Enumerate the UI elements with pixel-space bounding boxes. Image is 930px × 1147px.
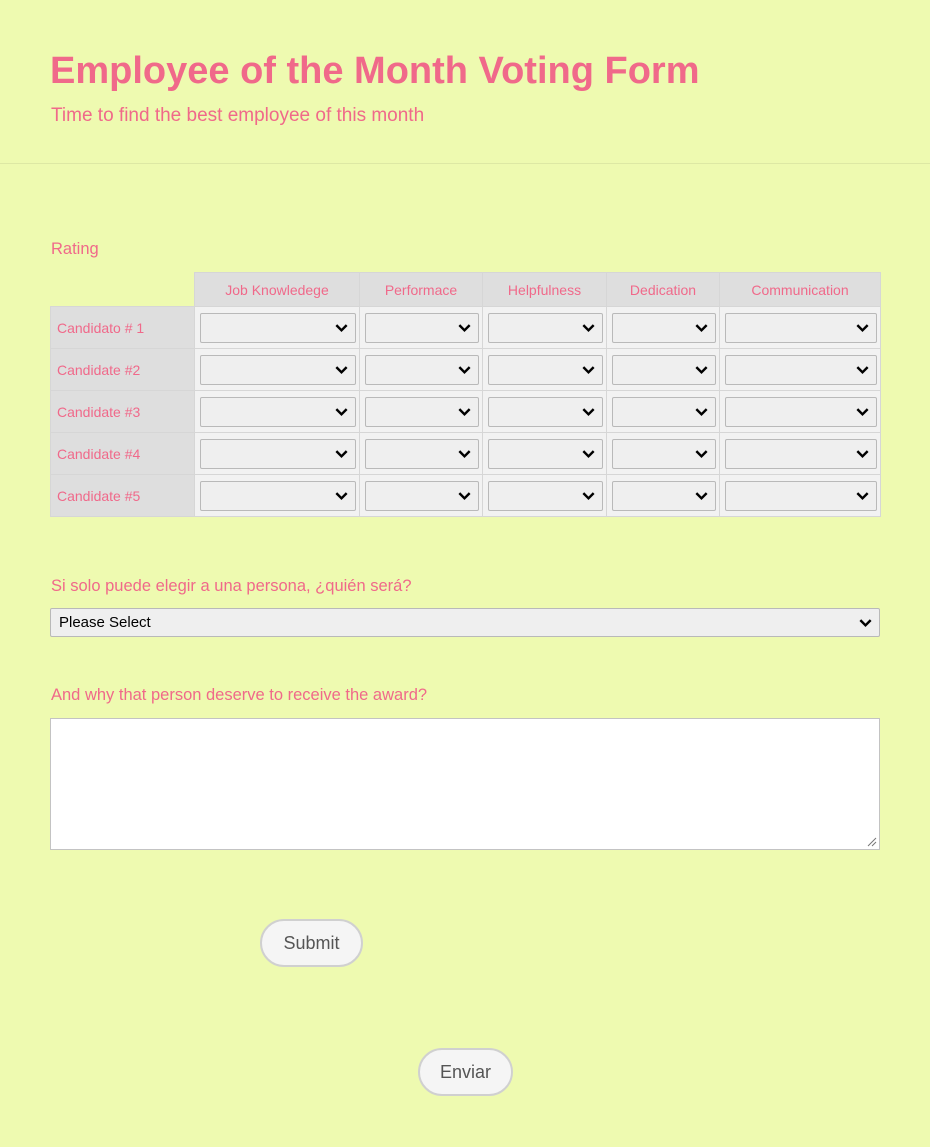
chevron-down-icon: [694, 404, 709, 419]
chevron-down-icon: [334, 446, 349, 461]
chevron-down-icon: [334, 362, 349, 377]
matrix-cell: [607, 391, 720, 433]
matrix-cell: [607, 433, 720, 475]
matrix-cell: [195, 349, 360, 391]
row-header: Candidate #3: [51, 391, 195, 433]
rating-dropdown[interactable]: [612, 397, 716, 427]
chevron-down-icon: [334, 488, 349, 503]
table-row: [51, 307, 881, 349]
chevron-down-icon: [855, 320, 870, 335]
rating-dropdown[interactable]: [488, 481, 603, 511]
column-header: Job Knowledege: [195, 273, 360, 307]
matrix-cell: [195, 391, 360, 433]
matrix-cell: [360, 307, 483, 349]
column-header: Helpfulness: [483, 273, 607, 307]
matrix-cell: [483, 475, 607, 517]
form-title: Employee of the Month Voting Form: [50, 50, 700, 92]
chevron-down-icon: [855, 446, 870, 461]
rating-dropdown[interactable]: [200, 481, 356, 511]
chevron-down-icon: [694, 362, 709, 377]
column-header: Performace: [360, 273, 483, 307]
rating-dropdown[interactable]: [612, 355, 716, 385]
chevron-down-icon: [581, 404, 596, 419]
row-header: Candidate #2: [51, 349, 195, 391]
rating-dropdown[interactable]: [488, 397, 603, 427]
chevron-down-icon: [581, 488, 596, 503]
matrix-cell: [483, 349, 607, 391]
row-header: Candidate #4: [51, 433, 195, 475]
chevron-down-icon: [581, 362, 596, 377]
chevron-down-icon: [855, 362, 870, 377]
chevron-down-icon: [457, 446, 472, 461]
rating-dropdown[interactable]: [725, 397, 877, 427]
matrix-cell: [483, 307, 607, 349]
chevron-down-icon: [694, 488, 709, 503]
rating-dropdown[interactable]: [612, 313, 716, 343]
row-header: Candidato # 1: [51, 307, 195, 349]
rating-dropdown[interactable]: [612, 439, 716, 469]
matrix-cell: [360, 391, 483, 433]
matrix-cell: [195, 475, 360, 517]
matrix-cell: [720, 391, 881, 433]
chevron-down-icon: [581, 320, 596, 335]
rating-dropdown[interactable]: [488, 355, 603, 385]
chevron-down-icon: [334, 320, 349, 335]
matrix-cell: [195, 433, 360, 475]
matrix-cell: [720, 349, 881, 391]
resize-grip-icon[interactable]: [867, 837, 877, 847]
matrix-cell: [607, 307, 720, 349]
rating-dropdown[interactable]: [365, 355, 479, 385]
chevron-down-icon: [457, 488, 472, 503]
chevron-down-icon: [694, 446, 709, 461]
candidate-select-value: Please Select: [59, 614, 151, 631]
chevron-down-icon: [694, 320, 709, 335]
row-header: Candidate #5: [51, 475, 195, 517]
candidate-select[interactable]: [50, 608, 880, 637]
chevron-down-icon: [855, 404, 870, 419]
chevron-down-icon: [855, 488, 870, 503]
rating-dropdown[interactable]: [612, 481, 716, 511]
rating-dropdown[interactable]: [365, 397, 479, 427]
submit-button[interactable]: Submit: [260, 919, 363, 967]
rating-label: Rating: [51, 240, 99, 258]
matrix-cell: [483, 391, 607, 433]
matrix-cell: [195, 307, 360, 349]
rating-dropdown[interactable]: [365, 439, 479, 469]
form-header: [0, 0, 930, 164]
rating-dropdown[interactable]: [200, 439, 356, 469]
table-row: [51, 391, 881, 433]
rating-dropdown[interactable]: [725, 355, 877, 385]
chevron-down-icon: [581, 446, 596, 461]
matrix-cell: [360, 349, 483, 391]
matrix-cell: [607, 475, 720, 517]
rating-dropdown[interactable]: [365, 313, 479, 343]
chevron-down-icon: [334, 404, 349, 419]
reason-textarea[interactable]: [50, 718, 880, 850]
table-row: [51, 433, 881, 475]
column-header: Communication: [720, 273, 881, 307]
rating-dropdown[interactable]: [488, 313, 603, 343]
chevron-down-icon: [457, 404, 472, 419]
matrix-cell: [720, 307, 881, 349]
table-row: [51, 349, 881, 391]
matrix-cell: [720, 475, 881, 517]
form-subtitle: Time to find the best employee of this month: [51, 105, 425, 126]
matrix-cell: [483, 433, 607, 475]
column-header: Dedication: [607, 273, 720, 307]
rating-dropdown[interactable]: [725, 313, 877, 343]
rating-dropdown[interactable]: [200, 355, 356, 385]
candidate-select-box[interactable]: [50, 608, 880, 637]
rating-matrix: [50, 272, 881, 517]
rating-dropdown[interactable]: [725, 439, 877, 469]
rating-dropdown[interactable]: [488, 439, 603, 469]
question1-label: Si solo puede elegir a una persona, ¿quién será?: [51, 577, 412, 595]
rating-dropdown[interactable]: [365, 481, 479, 511]
chevron-down-icon: [457, 362, 472, 377]
question2-label: And why that person deserve to receive the award?: [51, 686, 428, 704]
matrix-cell: [360, 475, 483, 517]
matrix-cell: [607, 349, 720, 391]
table-row: [51, 475, 881, 517]
chevron-down-icon: [858, 615, 873, 630]
matrix-cell: [360, 433, 483, 475]
rating-dropdown[interactable]: [200, 397, 356, 427]
matrix-cell: [720, 433, 881, 475]
enviar-button[interactable]: Enviar: [418, 1048, 513, 1096]
rating-dropdown[interactable]: [200, 313, 356, 343]
rating-dropdown[interactable]: [725, 481, 877, 511]
matrix-corner: [51, 273, 195, 307]
chevron-down-icon: [457, 320, 472, 335]
